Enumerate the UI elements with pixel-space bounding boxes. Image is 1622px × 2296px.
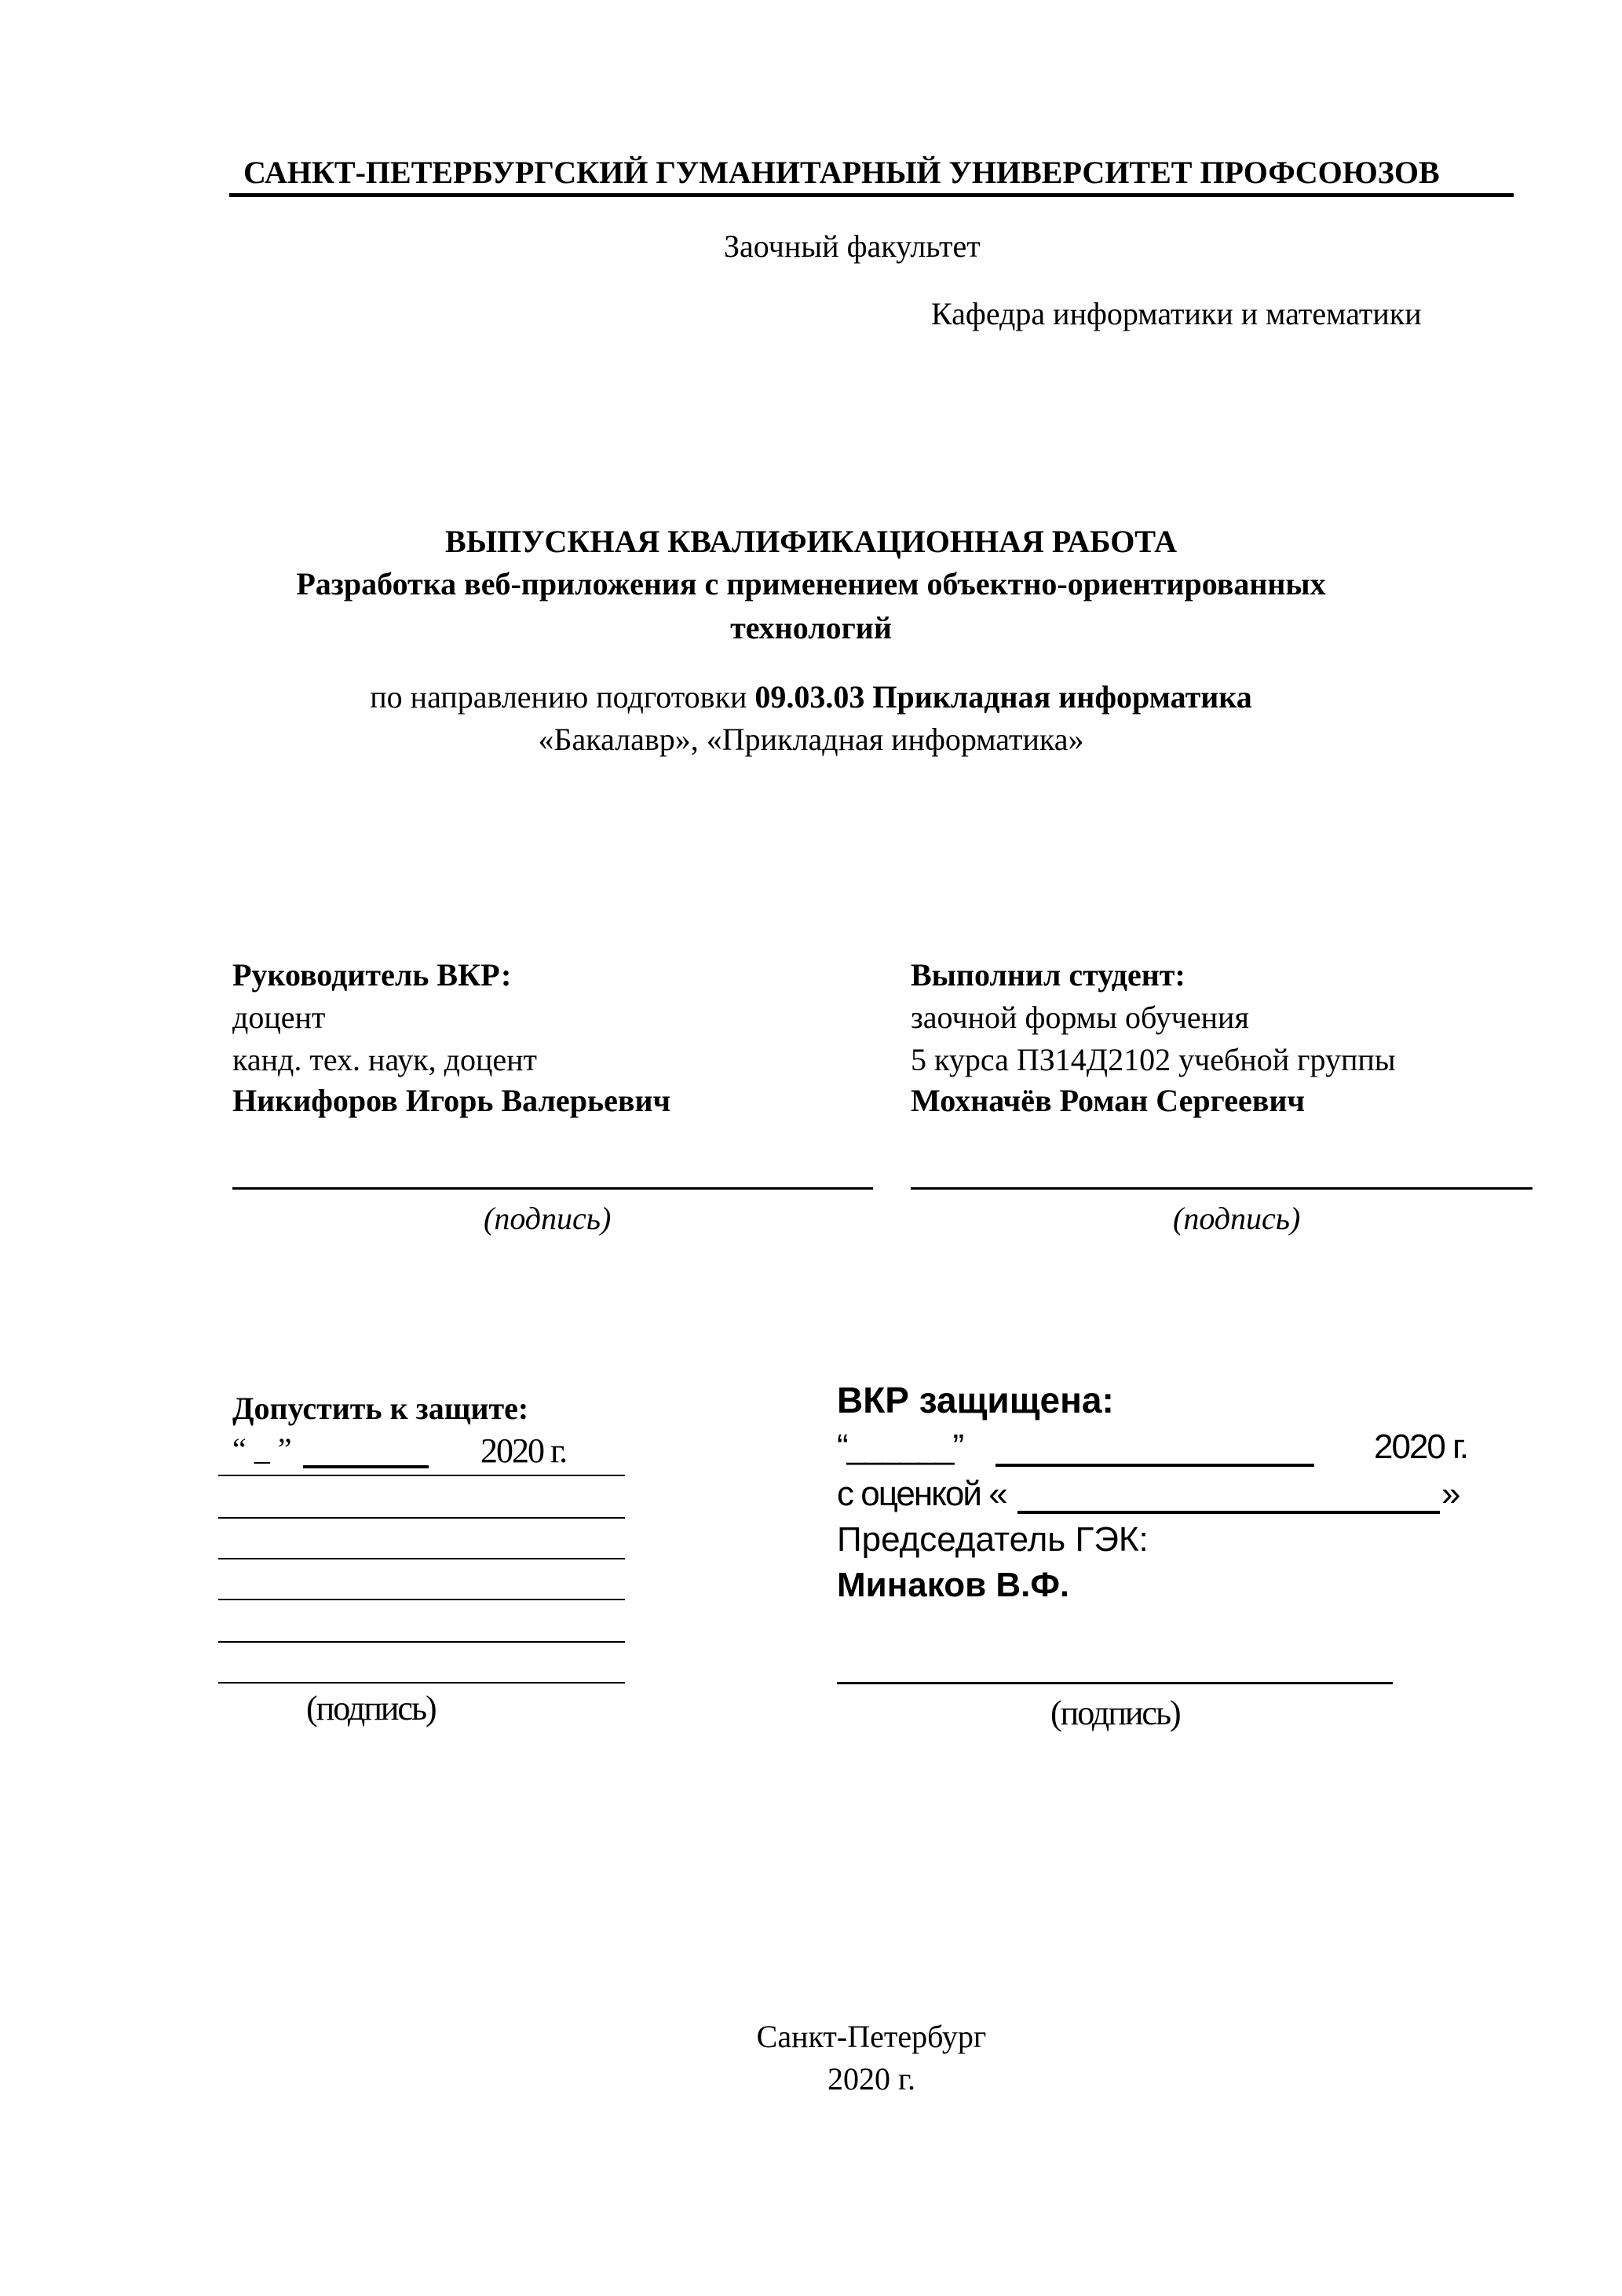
defense-signature-line — [837, 1682, 1393, 1684]
direction-prefix: по направлению подготовки — [370, 679, 755, 715]
work-type: ВЫПУСКНАЯ КВАЛИФИКАЦИОННАЯ РАБОТА — [445, 524, 1177, 559]
defense-grade-line — [1017, 1511, 1440, 1514]
admission-line-5 — [218, 1641, 625, 1643]
admission-heading: Допустить к защите: — [232, 1391, 529, 1426]
admission-line-2 — [218, 1517, 625, 1519]
department: Кафедра информатики и математики — [931, 296, 1422, 331]
defense-month-line — [995, 1464, 1314, 1467]
topic-line-1: Разработка веб-приложения с применением объектно-ориентированных — [296, 566, 1326, 601]
defense-signature-label: (подпись) — [1050, 1694, 1180, 1732]
student-study-form: заочной формы обучения — [911, 1000, 1249, 1035]
admission-signature-label: (подпись) — [306, 1689, 436, 1727]
defense-date — [837, 1428, 963, 1467]
admission-year: 2020 г. — [480, 1431, 567, 1470]
defense-year: 2020 г. — [1374, 1428, 1468, 1466]
footer-city: Санкт-Петербург — [756, 2019, 987, 2054]
defense-grade-prefix: с оценкой « — [837, 1475, 1006, 1513]
supervisor-heading: Руководитель ВКР: — [232, 957, 512, 993]
defense-date-quotes: “______” — [837, 1428, 963, 1466]
degree-line: «Бакалавр», «Прикладная информатика» — [538, 722, 1084, 757]
supervisor-name: Никифоров Игорь Валерьевич — [232, 1083, 671, 1118]
supervisor-signature-label: (подпись) — [484, 1201, 612, 1236]
admission-date-open: “ _ ” — [232, 1431, 292, 1467]
supervisor-position: доцент — [232, 1000, 326, 1035]
student-signature-label: (подпись) — [1173, 1201, 1301, 1236]
admission-line-4 — [218, 1599, 625, 1600]
student-name: Мохначёв Роман Сергеевич — [911, 1083, 1306, 1118]
admission-date-blank — [303, 1465, 429, 1468]
direction-code: 09.03.03 Прикладная информатика — [754, 679, 1252, 715]
admission-line-6 — [218, 1682, 625, 1684]
footer-year: 2020 г. — [827, 2061, 915, 2097]
admission-line-3 — [218, 1558, 625, 1559]
university-name: САНКТ-ПЕТЕРБУРГСКИЙ ГУМАНИТАРНЫЙ УНИВЕРСИТЕТ ПРОФСОЮЗОВ — [243, 155, 1440, 190]
supervisor-signature-line — [232, 1187, 873, 1190]
defense-heading: ВКР защищена: — [837, 1380, 1114, 1420]
supervisor-degree: канд. тех. наук, доцент — [232, 1042, 538, 1077]
student-group: 5 курса ПЗ14Д2102 учебной группы — [911, 1042, 1396, 1077]
direction-line — [0, 678, 1622, 715]
faculty: Заочный факультет — [724, 229, 981, 264]
defense-grade-suffix: » — [1441, 1475, 1461, 1513]
defense-chair-name: Минаков В.Ф. — [837, 1566, 1070, 1604]
header-rule — [229, 193, 1514, 197]
topic-line-2: технологий — [730, 610, 892, 645]
student-heading: Выполнил студент: — [911, 957, 1185, 993]
student-signature-line — [911, 1187, 1532, 1190]
defense-chair-label: Председатель ГЭК: — [837, 1520, 1149, 1559]
admission-line-1 — [218, 1475, 625, 1476]
